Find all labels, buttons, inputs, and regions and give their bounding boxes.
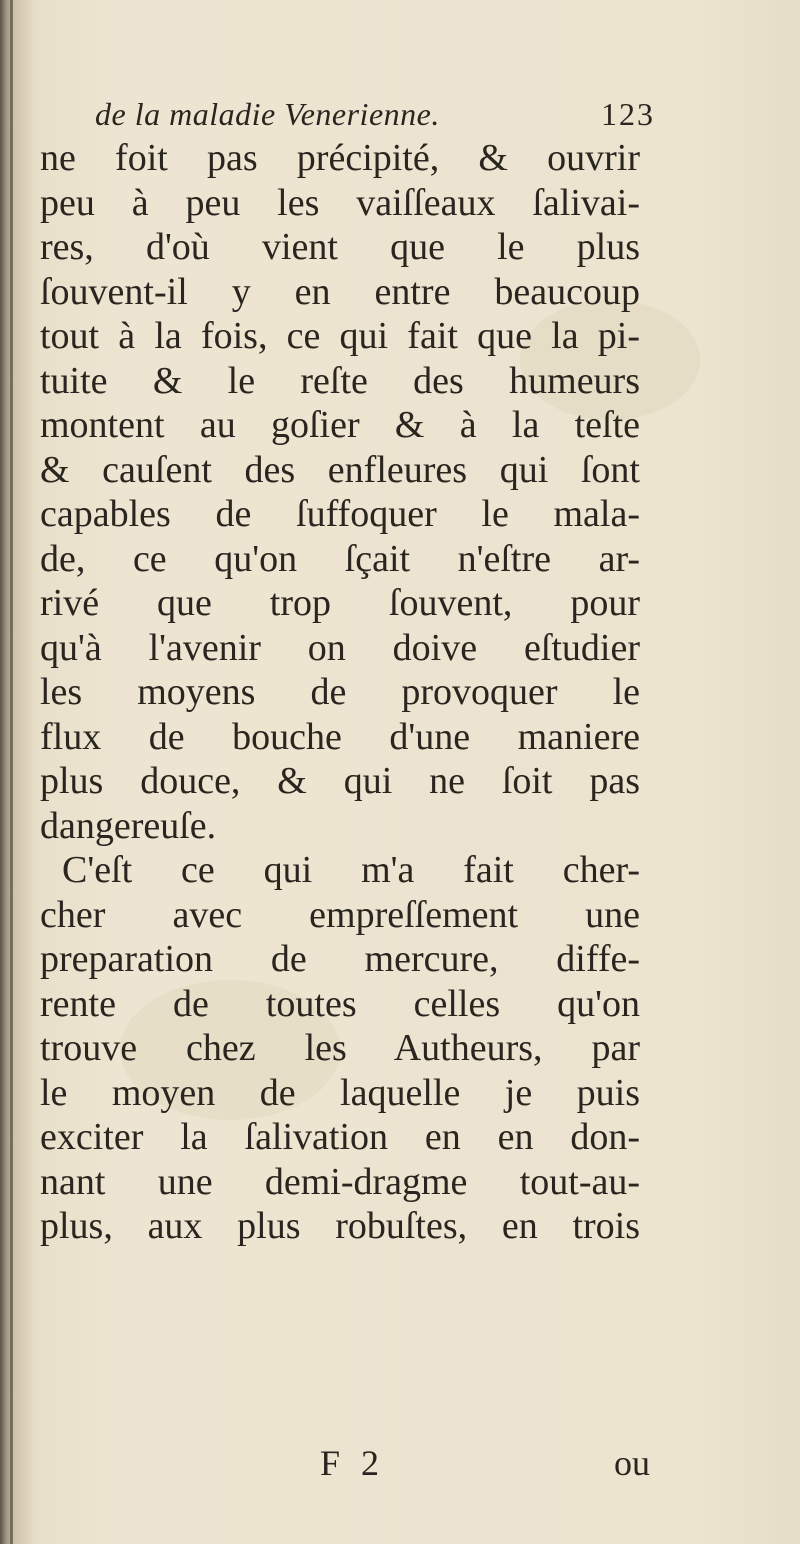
text-line: plus, aux plus robuſtes, en trois xyxy=(40,1205,640,1247)
binding-edge xyxy=(10,0,13,1544)
text-line: trouve chez les Autheurs, par xyxy=(40,1027,640,1069)
text-line: tuite & le reſte des humeurs xyxy=(40,359,640,402)
text-line: nant une demi-dragme tout-au- xyxy=(40,1160,640,1203)
text-line: plus douce, & qui ne ſoit pas xyxy=(40,760,640,802)
text-line: le moyen de laquelle je puis xyxy=(40,1071,640,1114)
text-line: cher avec empreſſement une xyxy=(40,893,640,936)
text-line: tout à la fois, ce qui fait que la pi- xyxy=(40,315,640,357)
text-line: flux de bouche d'une maniere xyxy=(40,715,640,758)
text-line: qu'à l'avenir on doive eſtudier xyxy=(40,626,640,669)
text-line: exciter la ſalivation en en don- xyxy=(40,1116,640,1158)
text-line: & cauſent des enfleures qui ſont xyxy=(40,448,640,491)
running-head: de la maladie Venerienne. xyxy=(95,96,440,132)
page-gutter-shadow xyxy=(0,0,34,1544)
text-line: rente de toutes celles qu'on xyxy=(40,982,640,1025)
body-text xyxy=(40,136,640,1249)
text-line: de, ce qu'on ſçait n'eſtre ar- xyxy=(40,537,640,580)
text-line: res, d'où vient que le plus xyxy=(40,226,640,268)
text-line-paragraph-start: C'eſt ce qui m'a fait cher- xyxy=(62,849,640,891)
text-line: ne foit pas précipité, & ouvrir xyxy=(40,137,640,179)
text-line: preparation de mercure, diffe- xyxy=(40,938,640,980)
text-line: dangereuſe. xyxy=(40,804,217,847)
text-line: capables de ſuffoquer le mala- xyxy=(40,493,640,535)
catchword: ou xyxy=(614,1443,650,1483)
text-line: les moyens de provoquer le xyxy=(40,671,640,713)
signature-mark: F 2 xyxy=(320,1443,386,1483)
text-line: peu à peu les vaiſſeaux ſalivai- xyxy=(40,181,640,224)
text-line: rivé que trop ſouvent, pour xyxy=(40,582,640,624)
page-number: 123 xyxy=(601,96,655,132)
text-line: ſouvent-il y en entre beaucoup xyxy=(40,270,640,313)
page-footer xyxy=(320,1442,650,1492)
text-line: montent au goſier & à la teſte xyxy=(40,404,640,446)
